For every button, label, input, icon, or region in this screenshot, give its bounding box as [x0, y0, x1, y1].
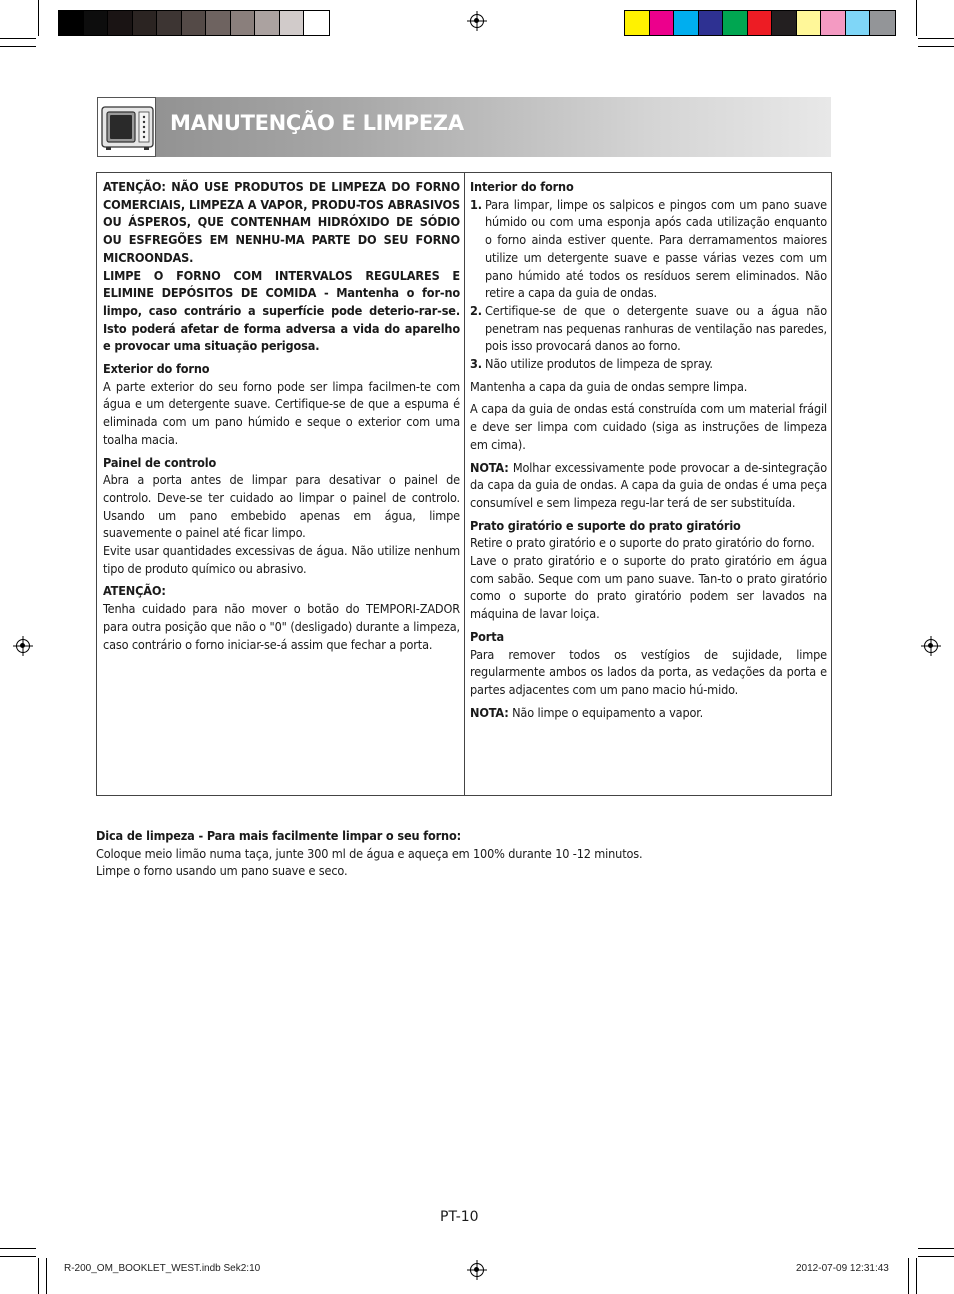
list-item-text: Para limpar, limpe os salpicos e pingos com um pano suave húmido ou com uma esponja após cada utilização enquanto o forno ainda estiver quente. Para derramamentos maiores utilize um detergente suave e passe várias vezes com um pano húmido até todos os resíduos serem eliminados. Não retire a capa da guia de ondas.: [485, 196, 827, 301]
content-table: [96, 172, 832, 796]
registration-mark-icon: [470, 1263, 484, 1277]
crop-mark: [0, 1256, 36, 1257]
microwave-icon: [98, 98, 157, 158]
tip-line: Coloque meio limão numa taça, junte 300 ml de água e aqueça em 100% durante 10 -12 minutos.: [96, 845, 643, 861]
list-item-number: 2.: [470, 302, 482, 318]
crop-mark: [918, 38, 954, 39]
door-text: Para remover todos os vestígios de sujidade, limpe regularmente ambos os lados da porta, as vedações da porta e partes adjacentes com um pano macio hú-mido.: [470, 646, 827, 697]
cleaning-interval-text: LIMPE O FORNO COM INTERVALOS REGULARES E ELIMINE DEPÓSITOS DE COMIDA - Mantenha o for-no limpo, caso contrário a superfície pode deterio-rar-se. Isto poderá afetar de forma adversa a vida do aparelho e provocar uma situação perigosa.: [103, 267, 460, 354]
process-color-bar: [624, 10, 896, 36]
tip-line: Limpe o forno usando um pano suave e seco.: [96, 863, 348, 879]
note-paragraph: [470, 459, 827, 512]
color-swatch: [699, 11, 724, 35]
control-panel-text-2: Evite usar quantidades excessivas de água. Não utilize nenhum tipo de produto químico ou abrasivo.: [103, 543, 460, 576]
color-swatch: [870, 11, 895, 35]
interior-list: [470, 196, 827, 373]
turntable-heading: Prato giratório e suporte do prato giratório: [470, 517, 741, 533]
column-divider: [464, 173, 465, 795]
crop-mark: [916, 0, 917, 36]
gray-swatch: [108, 11, 133, 35]
color-swatch: [821, 11, 846, 35]
color-swatch: [797, 11, 822, 35]
turntable-text: Retire o prato giratório e o suporte do prato giratório do forno.: [470, 535, 815, 551]
waveguide-material-text: A capa da guia de ondas está construída com um material frágil e deve ser limpa com cuidado (siga as instruções de limpeza em cima).: [470, 401, 827, 452]
microwave-icon-box: [97, 97, 156, 157]
waveguide-text: Mantenha a capa da guia de ondas sempre limpa.: [470, 378, 748, 394]
note-label: NOTA:: [470, 704, 509, 720]
crop-mark: [38, 1258, 39, 1294]
note-label: NOTA:: [470, 459, 509, 475]
left-column: [103, 178, 460, 653]
gray-swatch: [280, 11, 305, 35]
right-column: [470, 178, 827, 721]
crop-mark: [46, 1258, 47, 1294]
crop-mark: [0, 1248, 36, 1249]
gray-swatch: [231, 11, 256, 35]
list-item: [470, 302, 827, 355]
section-header: [97, 97, 831, 157]
note-text: Molhar excessivamente pode provocar a de-sintegração da capa da guia de ondas. A capa da guia de ondas é uma peça consumível e sem limpeza regu-lar terá de ser substituída.: [470, 459, 827, 510]
crop-mark: [916, 1258, 917, 1294]
color-swatch: [846, 11, 871, 35]
gray-swatch: [133, 11, 158, 35]
turntable-text-2: Lave o prato giratório e o suporte do prato giratório em água com sabão. Seque com um pano suave. Tan-to o prato giratório como o suporte do prato giratório podem ser lavados na máquina de lavar loiça.: [470, 553, 827, 622]
color-swatch: [625, 11, 650, 35]
color-swatch: [650, 11, 675, 35]
gray-swatch: [182, 11, 207, 35]
control-panel-heading: Painel de controlo: [103, 454, 217, 470]
color-swatch: [674, 11, 699, 35]
crop-mark: [918, 1248, 954, 1249]
color-swatch: [748, 11, 773, 35]
crop-mark: [918, 46, 954, 47]
color-swatch: [723, 11, 748, 35]
footer-datetime: 2012-07-09 12:31:43: [796, 1263, 889, 1274]
registration-mark-icon: [470, 14, 484, 28]
footer-file-info: R-200_OM_BOOKLET_WEST.indb Sek2:10: [64, 1263, 261, 1274]
gray-swatch: [59, 11, 84, 35]
list-item-number: 1.: [470, 196, 482, 212]
list-item: [470, 196, 827, 302]
gray-swatch: [206, 11, 231, 35]
exterior-heading: Exterior do forno: [103, 361, 210, 377]
gray-swatch: [157, 11, 182, 35]
crop-mark: [908, 1258, 909, 1294]
attention-heading: ATENÇÃO:: [103, 583, 166, 599]
list-item: [470, 355, 827, 373]
interior-heading: Interior do forno: [470, 179, 574, 194]
gray-swatch: [84, 11, 109, 35]
crop-mark: [0, 46, 36, 47]
note-paragraph-2: [470, 704, 827, 722]
note-text: Não limpe o equipamento a vapor.: [508, 704, 704, 720]
crop-mark: [918, 1256, 954, 1257]
page-number: PT-10: [440, 1209, 479, 1225]
warning-text: ATENÇÃO: NÃO USE PRODUTOS DE LIMPEZA DO FORNO COMERCIAIS, LIMPEZA A VAPOR, PRODU-TOS ABRASIVOS OU ÁSPEROS, QUE CONTENHAM HIDRÓXIDO DE SÓDIO OU ESFREGÕES EM NENHU-MA PARTE DO SEU FORNO MICROONDAS.: [103, 179, 460, 265]
door-heading: Porta: [470, 628, 504, 644]
gray-swatch: [255, 11, 280, 35]
gray-swatch: [304, 11, 329, 35]
exterior-text: A parte exterior do seu forno pode ser limpa facilmen-te com água e um detergente suave. Certifique-se de que a espuma é eliminada com um pano húmido e seque o exterior com uma toalha macia.: [103, 378, 460, 447]
registration-mark-icon: [924, 639, 938, 653]
list-item-text: Certifique-se de que o detergente suave ou a água não penetram nas pequenas ranhuras de ventilação nas paredes, pois isso provocará danos ao forno.: [485, 302, 827, 354]
attention-text: Tenha cuidado para não mover o botão do TEMPORI-ZADOR para outra posição que não o "0" (desligado) durante a limpeza, caso contrário o forno iniciar-se-á assim que fechar a porta.: [103, 601, 460, 652]
registration-mark-icon: [16, 639, 30, 653]
tip-heading: Dica de limpeza - Para mais facilmente limpar o seu forno:: [96, 828, 461, 843]
color-swatch: [772, 11, 797, 35]
list-item-number: 3.: [470, 356, 482, 372]
cleaning-tip: [96, 827, 836, 880]
crop-mark: [38, 0, 39, 36]
grayscale-color-bar: [58, 10, 330, 36]
list-item-text: Não utilize produtos de limpeza de spray.: [485, 356, 713, 372]
crop-mark: [0, 38, 36, 39]
page-title: MANUTENÇÃO E LIMPEZA: [170, 111, 464, 135]
control-panel-text: Abra a porta antes de limpar para desativar o painel de controlo. Deve-se ter cuidado ao limpar o painel de controlo. Usando um pano embebido apenas em água, limpe suavemente o painel até ficar limpo.: [103, 472, 460, 541]
